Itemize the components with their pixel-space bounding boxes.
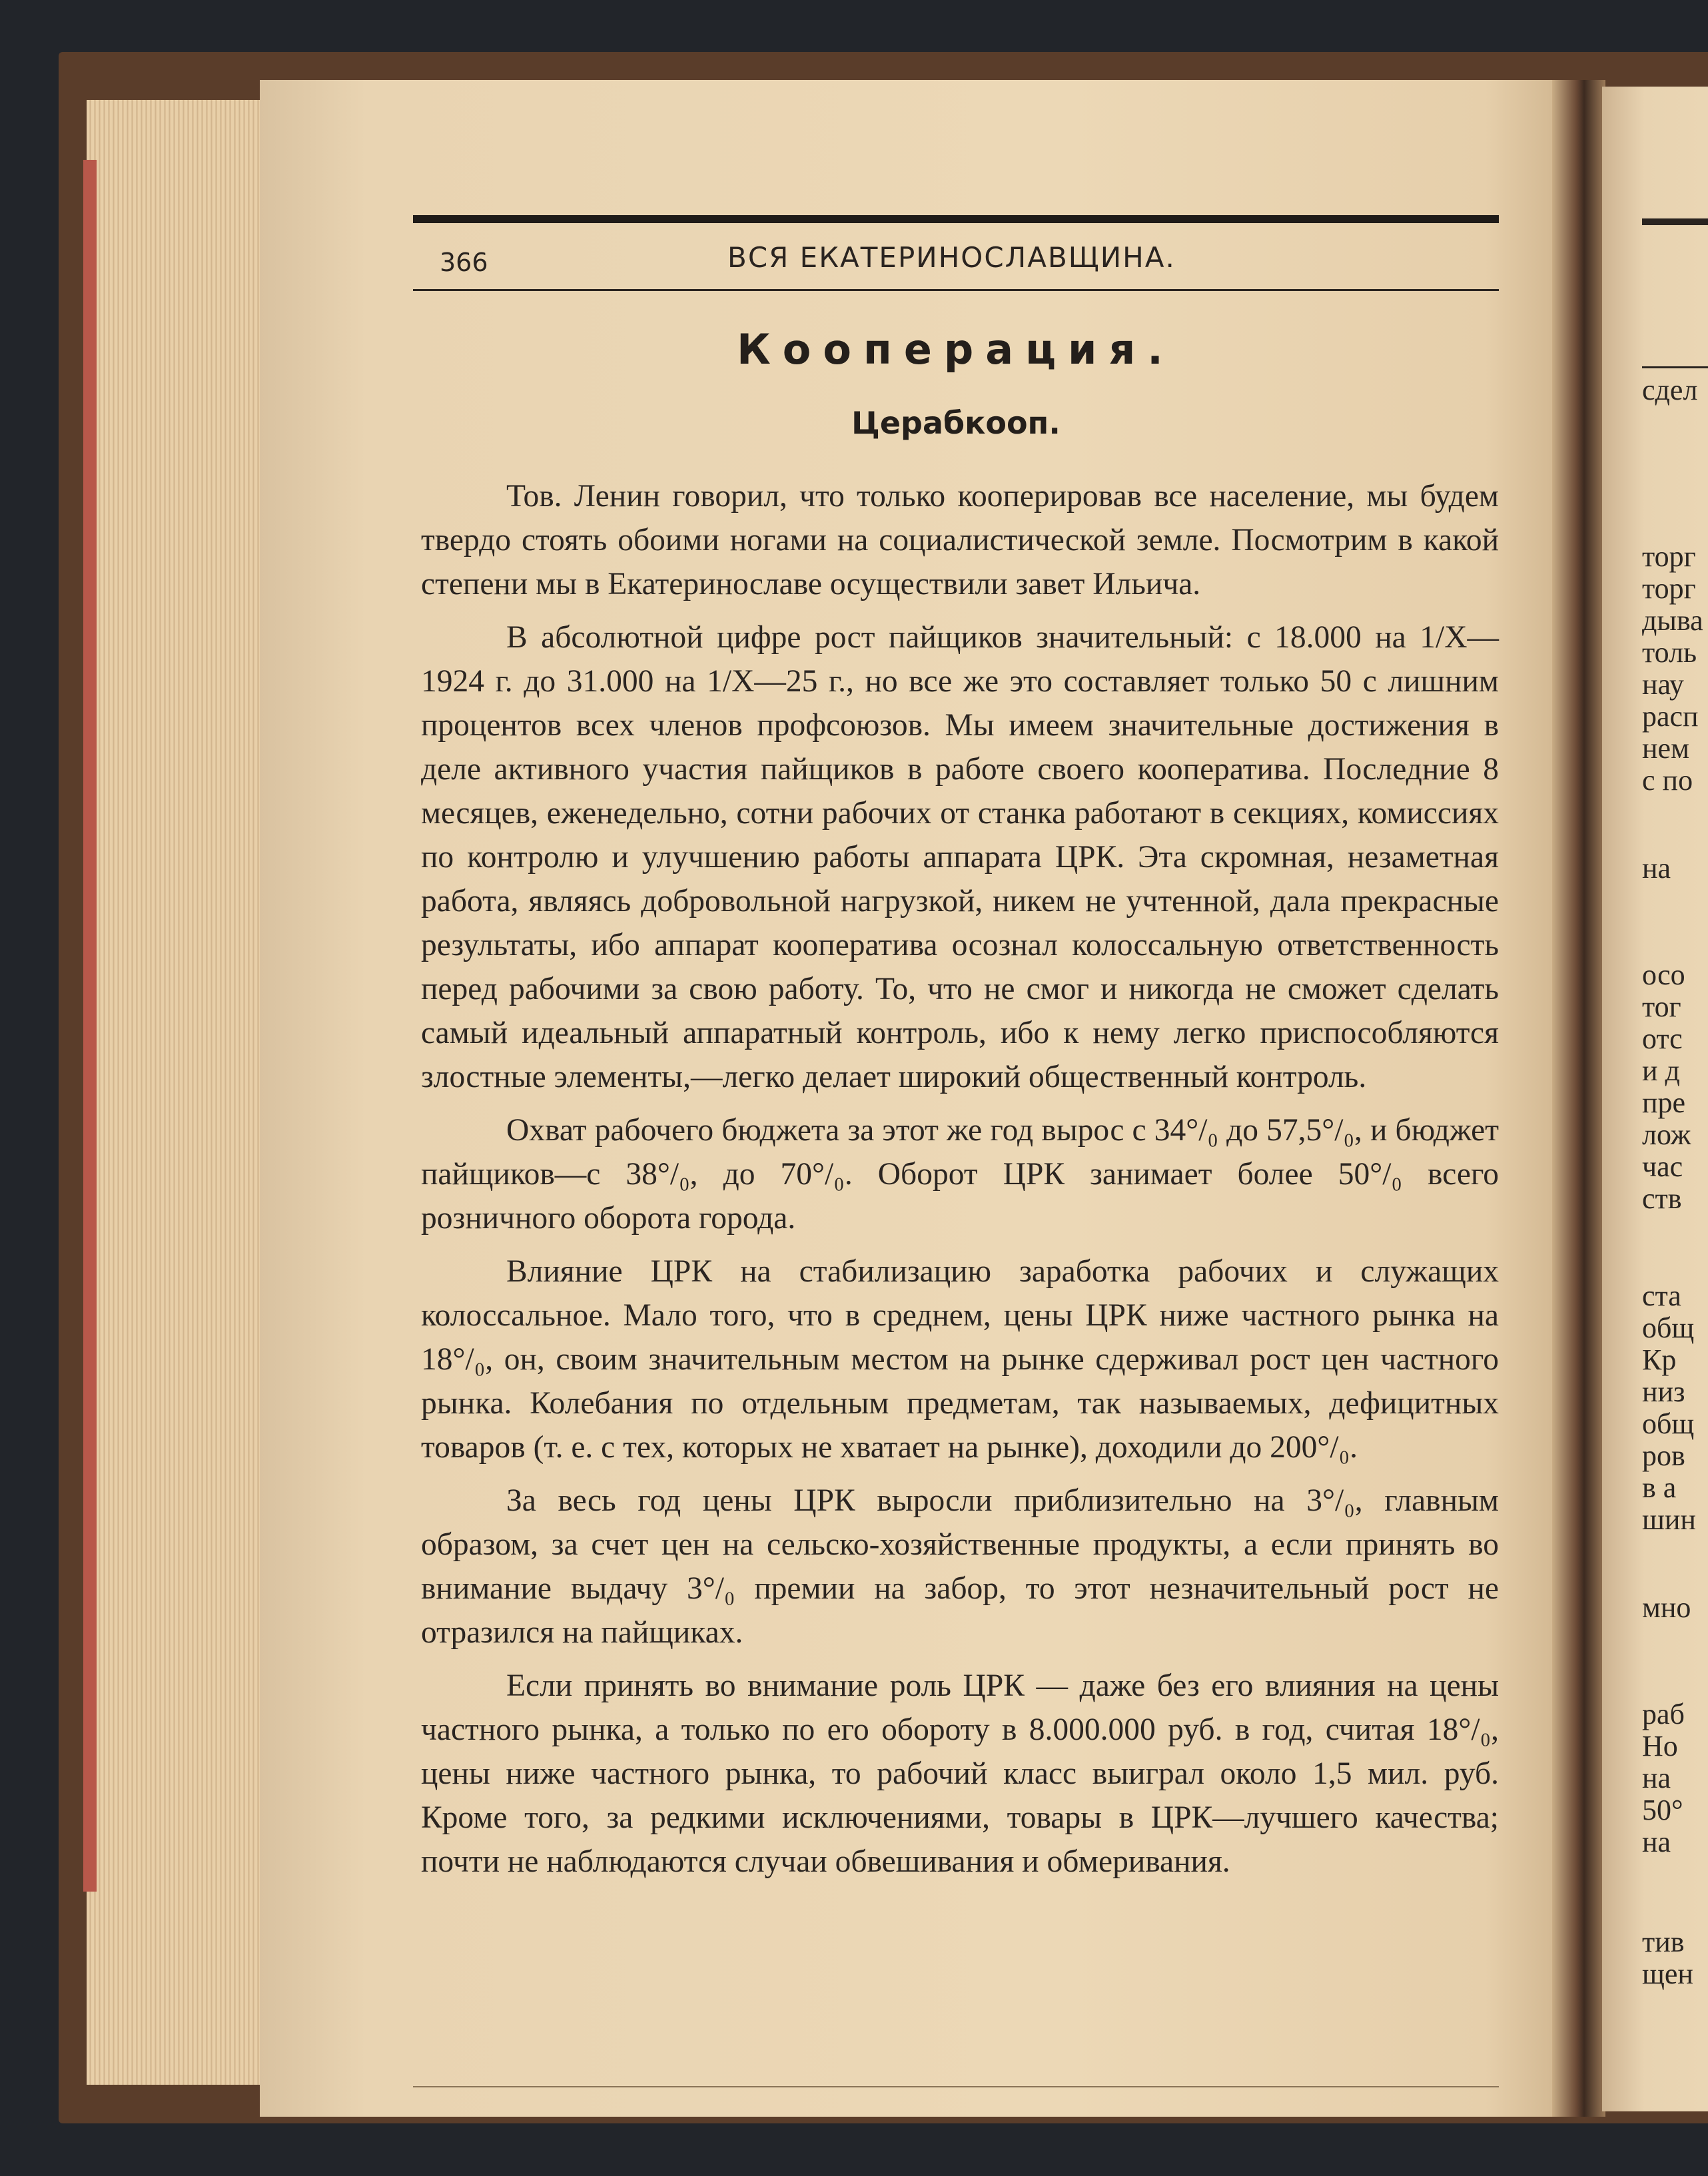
right-page-line-fragment: и д — [1642, 1054, 1680, 1087]
right-page-line-fragment: дыва — [1642, 604, 1703, 637]
right-page-line-fragment: нау — [1642, 668, 1684, 701]
right-page-line-fragment: на — [1642, 1826, 1671, 1858]
right-page-line-fragment: толь — [1642, 636, 1697, 669]
paragraph: За весь год цены ЦРК выросли приблизительно на 3°/₀, главным образом, за счет цен на сельско-хозяйственные продукты, а если принять во внимание выдачу 3°/₀ премии на забор, то этот незначительный рост не отразился на пайщиках. — [421, 1483, 1499, 1650]
right-page-header-rule — [1642, 218, 1708, 225]
right-page-line-fragment: общ — [1642, 1407, 1695, 1440]
right-page-header-thin-rule — [1642, 366, 1708, 368]
paragraph: Охват рабочего бюджета за этот же год вырос с 34°/₀ до 57,5°/₀, и бюджет пайщиков—с 38°/₀, до 70°/₀. Оборот ЦРК занимает более 50°/₀ всего розничного оборота города. — [421, 1113, 1499, 1236]
paragraph: Если принять во внимание роль ЦРК — даже без его влияния на цены частного рынка, а только по его обороту в 8.000.000 руб. в год, считая 18°/₀, цены ниже частного рынка, то рабочий класс выиграл около 1,5 мил. руб. Кроме того, за редкими исключениями, товары в ЦРК—лучшего качества; почти не наблюдаются случаи обвешивания и обмеривания. — [421, 1668, 1499, 1879]
right-page-line-fragment: шин — [1642, 1503, 1696, 1536]
right-page-line-fragment: Кр — [1642, 1343, 1677, 1376]
right-page-line-fragment: нем — [1642, 732, 1689, 765]
right-page-line-fragment: тив — [1642, 1926, 1685, 1958]
right-page-line-fragment: лож — [1642, 1118, 1691, 1151]
right-page-line-fragment: на — [1642, 1762, 1671, 1794]
page-edges-red — [83, 160, 97, 1892]
running-head: ВСЯ ЕКАТЕРИНОСЛАВЩИНА. — [727, 241, 1176, 274]
right-page-line-fragment: расп — [1642, 700, 1699, 733]
footer-rule — [413, 2086, 1499, 2087]
paragraph: Тов. Ленин говорил, что только кооперировав все население, мы будем твердо стоять обоими ногами на социалистической земле. Посмотрим в какой степени мы в Екатеринославе осуществили завет Ильича. — [421, 479, 1499, 601]
book-gutter — [1552, 80, 1605, 2117]
right-page-line-fragment: в а — [1642, 1471, 1677, 1504]
paragraph: В абсолютной цифре рост пайщиков значительный: с 18.000 на 1/X—1924 г. до 31.000 на 1/X—25 г., но все же это составляет только 50 с лишним процентов всех членов профсоюзов. Мы имеем значительные достижения в деле активного участия пайщиков в работе своего кооператива. Последние 8 месяцев, еженедельно, сотни рабочих от станка работают в секциях, комиссиях по контролю и улучшению работы аппарата ЦРК. Эта скромная, незаметная работа, являясь добровольной нагрузкой, никем не учтенной, дала прекрасные результаты, ибо аппарат кооператива осознал колоссальную ответственность перед рабочими за свою работу. То, что не смог и никогда не сможет сделать самый идеальный аппаратный контроль, ибо к нему легко приспособляются злостные элементы,—легко делает широкий общественный контроль. — [421, 620, 1499, 1094]
right-page-line-fragment: с по — [1642, 764, 1693, 797]
right-page-line-fragment: тог — [1642, 990, 1681, 1023]
right-page-line-fragment: 50° — [1642, 1794, 1683, 1826]
right-page-line-fragment: раб — [1642, 1698, 1685, 1730]
right-page-line-fragment: общ — [1642, 1311, 1695, 1344]
page-edges — [87, 100, 260, 2085]
right-page-line-fragment: щен — [1642, 1958, 1693, 1990]
section-title: Кооперация. — [737, 325, 1175, 374]
section-subtitle: Церабкооп. — [851, 405, 1061, 441]
right-page-line-fragment: осо — [1642, 958, 1685, 991]
right-page — [1602, 87, 1708, 2111]
right-page-line-fragment: час — [1642, 1150, 1683, 1183]
right-page-line-fragment: ров — [1642, 1439, 1685, 1472]
body-text — [421, 474, 1499, 1893]
right-page-line-fragment: мно — [1642, 1591, 1691, 1624]
right-page-line-fragment: пре — [1642, 1086, 1686, 1119]
header-rule — [413, 215, 1499, 223]
page-number: 366 — [440, 248, 488, 277]
header-thin-rule — [413, 289, 1499, 291]
right-page-line-fragment: сдел — [1642, 374, 1698, 406]
right-page-line-fragment: ств — [1642, 1182, 1682, 1215]
right-page-line-fragment: торг — [1642, 540, 1696, 573]
right-page-line-fragment: низ — [1642, 1375, 1685, 1408]
right-page-line-fragment: Но — [1642, 1730, 1678, 1762]
paragraph: Влияние ЦРК на стабилизацию заработка рабочих и служащих колоссальное. Мало того, что в среднем, цены ЦРК ниже частного рынка на 18°/₀, он, своим значительным местом на рынке сдерживал рост цен частного рынка. Колебания по отдельным предметам, так называемых, дефицитных товаров (т. е. с тех, которых не хватает на рынке), доходили до 200°/₀. — [421, 1254, 1499, 1465]
right-page-line-fragment: на — [1642, 852, 1671, 885]
right-page-line-fragment: торг — [1642, 572, 1696, 605]
right-page-line-fragment: ста — [1642, 1279, 1681, 1312]
right-page-line-fragment: отс — [1642, 1022, 1683, 1055]
